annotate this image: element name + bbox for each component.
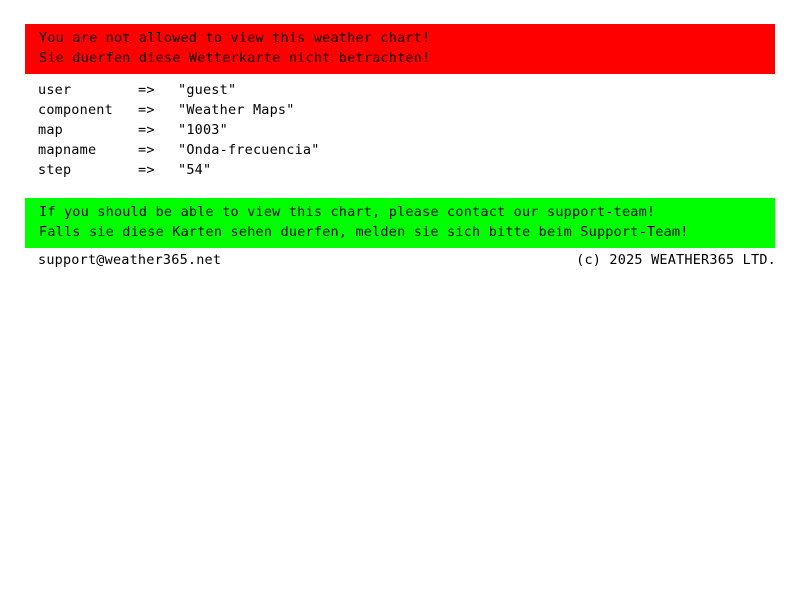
field-key: mapname bbox=[38, 142, 97, 158]
field-value: "1003" bbox=[178, 122, 228, 138]
error-banner-line-de: Sie duerfen diese Wetterkarte nicht betrachten! bbox=[39, 50, 431, 66]
field-value: "guest" bbox=[178, 82, 237, 98]
info-banner bbox=[25, 198, 775, 248]
support-email[interactable]: support@weather365.net bbox=[38, 252, 222, 268]
field-arrow: => bbox=[138, 162, 155, 178]
field-value: "54" bbox=[178, 162, 212, 178]
table-row bbox=[38, 120, 320, 140]
footer bbox=[38, 250, 776, 270]
info-banner-line-de: Falls sie diese Karten sehen duerfen, melden sie sich bitte beim Support-Team! bbox=[39, 224, 689, 240]
field-key: user bbox=[38, 82, 72, 98]
field-arrow: => bbox=[138, 82, 155, 98]
field-key: component bbox=[38, 102, 113, 118]
field-key: step bbox=[38, 162, 72, 178]
field-key: map bbox=[38, 122, 63, 138]
error-banner bbox=[25, 24, 775, 74]
copyright-notice: (c) 2025 WEATHER365 LTD. bbox=[576, 252, 776, 268]
field-value: "Onda-frecuencia" bbox=[178, 142, 320, 158]
info-banner-line-en: If you should be able to view this chart, please contact our support-team! bbox=[39, 204, 656, 220]
field-arrow: => bbox=[138, 142, 155, 158]
table-row bbox=[38, 100, 320, 120]
field-arrow: => bbox=[138, 122, 155, 138]
table-row bbox=[38, 160, 320, 180]
field-value: "Weather Maps" bbox=[178, 102, 295, 118]
request-parameters-table bbox=[38, 80, 320, 180]
table-row bbox=[38, 80, 320, 100]
field-arrow: => bbox=[138, 102, 155, 118]
table-row bbox=[38, 140, 320, 160]
error-banner-line-en: You are not allowed to view this weather chart! bbox=[39, 30, 431, 46]
